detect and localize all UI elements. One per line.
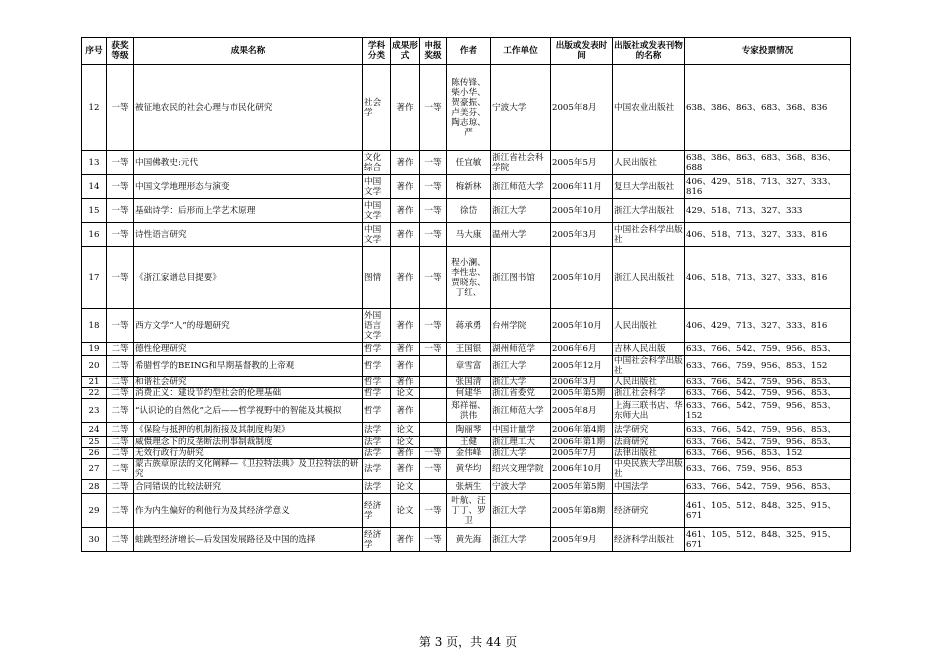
cell-unit: 浙江师范大学 bbox=[491, 399, 551, 423]
cell-votes: 633、766、542、759、956、853、 bbox=[685, 423, 851, 437]
cell-unit: 宁波大学 bbox=[491, 480, 551, 494]
cell-form: 论文 bbox=[391, 494, 420, 528]
cell-votes: 429、518、713、327、333 bbox=[685, 199, 851, 223]
cell-author: 徐岱 bbox=[447, 199, 491, 223]
col-header-declared: 申报奖级 bbox=[420, 38, 447, 65]
table-row bbox=[82, 459, 851, 480]
cell-no: 21 bbox=[82, 377, 107, 388]
cell-form: 著作 bbox=[391, 199, 420, 223]
cell-date: 2005年8月 bbox=[551, 65, 613, 151]
cell-no: 28 bbox=[82, 480, 107, 494]
col-header-votes: 专家投票情况 bbox=[685, 38, 851, 65]
cell-unit: 浙江大学 bbox=[491, 377, 551, 388]
cell-votes: 638、386、863、683、368、836 bbox=[685, 65, 851, 151]
cell-grade: 二等 bbox=[107, 399, 134, 423]
cell-grade: 二等 bbox=[107, 528, 134, 552]
cell-author: 何建华 bbox=[447, 388, 491, 399]
cell-title: 和谐社会研究 bbox=[134, 377, 363, 388]
cell-votes: 633、766、759、956、853 bbox=[685, 459, 851, 480]
table-row bbox=[82, 448, 851, 459]
cell-unit: 浙江师范大学 bbox=[491, 175, 551, 199]
cell-unit: 浙江大学 bbox=[491, 356, 551, 377]
cell-votes: 406、429、713、327、333、816 bbox=[685, 309, 851, 343]
cell-title: 中国佛教史:元代 bbox=[134, 151, 363, 175]
cell-subject: 哲学 bbox=[363, 377, 391, 388]
cell-author: 黄华均 bbox=[447, 459, 491, 480]
cell-form: 著作 bbox=[391, 309, 420, 343]
cell-title: 被征地农民的社会心理与市民化研究 bbox=[134, 65, 363, 151]
cell-votes: 633、766、542、759、956、853、 bbox=[685, 437, 851, 448]
cell-no: 17 bbox=[82, 247, 107, 309]
cell-subject: 经济学 bbox=[363, 494, 391, 528]
cell-date: 2005年第5期 bbox=[551, 388, 613, 399]
cell-grade: 二等 bbox=[107, 343, 134, 356]
cell-author: 程小澜、李性忠、贾晓东、丁红、 bbox=[447, 247, 491, 309]
cell-publisher: 上海三联书店、华东师大出 bbox=[614, 400, 683, 421]
cell-declared: 一等 bbox=[420, 494, 447, 528]
cell-author: 马大康 bbox=[447, 223, 491, 247]
cell-unit: 湖州师范学 bbox=[491, 343, 551, 356]
table-header-row bbox=[82, 38, 851, 65]
table-row bbox=[82, 480, 851, 494]
cell-form: 著作 bbox=[391, 399, 420, 423]
cell-declared: 一等 bbox=[420, 309, 447, 343]
cell-no: 23 bbox=[82, 399, 107, 423]
cell-declared bbox=[420, 399, 447, 423]
table-row bbox=[82, 356, 851, 377]
cell-date: 2006年3月 bbox=[551, 377, 613, 388]
cell-declared: 一等 bbox=[420, 151, 447, 175]
cell-author: 王国银 bbox=[447, 343, 491, 356]
cell-unit: 浙江大学 bbox=[491, 199, 551, 223]
page-number: 第 3 页，共 44 页 bbox=[418, 635, 518, 649]
cell-declared: 一等 bbox=[420, 459, 447, 480]
cell-grade: 二等 bbox=[107, 448, 134, 459]
cell-form: 著作 bbox=[391, 377, 420, 388]
cell-grade: 一等 bbox=[107, 65, 134, 151]
cell-publisher: 经济科学出版社 bbox=[613, 528, 685, 552]
cell-votes: 633、766、542、759、956、853、 bbox=[685, 388, 851, 399]
cell-votes: 633、766、542、759、956、853、 bbox=[685, 377, 851, 388]
cell-no: 16 bbox=[82, 223, 107, 247]
table-body bbox=[82, 65, 851, 552]
cell-votes: 633、766、542、759、956、853、 bbox=[685, 343, 851, 356]
cell-date: 2005年第8期 bbox=[551, 494, 613, 528]
cell-no: 25 bbox=[82, 437, 107, 448]
col-header-publisher: 出版社或发表刊物的名称 bbox=[613, 38, 685, 65]
cell-votes: 633、766、542、759、956、853、 bbox=[685, 480, 851, 494]
col-header-date: 出版或发表时间 bbox=[551, 38, 613, 65]
cell-grade: 二等 bbox=[107, 356, 134, 377]
cell-form: 论文 bbox=[391, 388, 420, 399]
cell-form: 著作 bbox=[391, 175, 420, 199]
cell-title: 西方文学“人”的母题研究 bbox=[134, 309, 363, 343]
cell-declared: 一等 bbox=[420, 528, 447, 552]
cell-date: 2006年10月 bbox=[551, 459, 613, 480]
table-row bbox=[82, 528, 851, 552]
cell-unit: 浙江理工大 bbox=[491, 437, 551, 448]
cell-form: 著作 bbox=[391, 247, 420, 309]
cell-declared: 一等 bbox=[420, 247, 447, 309]
cell-unit: 宁波大学 bbox=[491, 65, 551, 151]
cell-subject: 哲学 bbox=[363, 343, 391, 356]
cell-title: 基础诗学：后形而上学艺术原理 bbox=[134, 199, 363, 223]
cell-declared: 一等 bbox=[420, 448, 447, 459]
cell-votes: 633、766、759、956、853、152 bbox=[685, 356, 851, 377]
cell-grade: 一等 bbox=[107, 309, 134, 343]
cell-date: 2005年3月 bbox=[551, 223, 613, 247]
cell-publisher: 复旦大学出版社 bbox=[613, 175, 685, 199]
cell-date: 2005年12月 bbox=[551, 356, 613, 377]
cell-unit: 浙江图书馆 bbox=[491, 247, 551, 309]
cell-author: 陶丽琴 bbox=[447, 423, 491, 437]
cell-no: 19 bbox=[82, 343, 107, 356]
cell-publisher: 法学研究 bbox=[613, 423, 685, 437]
table-row bbox=[82, 494, 851, 528]
cell-votes: 633、766、956、853、152 bbox=[685, 448, 851, 459]
cell-publisher: 法商研究 bbox=[613, 437, 685, 448]
cell-author: 梅新林 bbox=[447, 175, 491, 199]
cell-publisher: 中国社会科学出版社 bbox=[614, 356, 683, 376]
cell-publisher: 人民出版社 bbox=[613, 309, 685, 343]
cell-title: 作为内生偏好的利他行为及其经济学意义 bbox=[134, 494, 363, 528]
cell-subject: 经济学 bbox=[363, 528, 391, 552]
cell-declared: 一等 bbox=[420, 343, 447, 356]
cell-form: 著作 bbox=[391, 459, 420, 480]
table-row bbox=[82, 388, 851, 399]
cell-votes: 461、105、512、848、325、915、671 bbox=[685, 494, 851, 528]
cell-publisher: 经济研究 bbox=[613, 494, 685, 528]
cell-no: 18 bbox=[82, 309, 107, 343]
cell-title: 威慑理念下的反垄断法刑事制裁制度 bbox=[134, 437, 363, 448]
col-header-author: 作者 bbox=[447, 38, 491, 65]
cell-declared bbox=[420, 356, 447, 377]
col-header-title: 成果名称 bbox=[134, 38, 363, 65]
cell-author: 张国清 bbox=[447, 377, 491, 388]
cell-grade: 一等 bbox=[107, 223, 134, 247]
cell-declared bbox=[420, 388, 447, 399]
cell-date: 2005年9月 bbox=[551, 528, 613, 552]
cell-votes: 461、105、512、848、325、915、671 bbox=[685, 528, 851, 552]
cell-declared bbox=[420, 437, 447, 448]
cell-grade: 二等 bbox=[107, 480, 134, 494]
cell-title: 蛙跳型经济增长—后发国发展路径及中国的选择 bbox=[134, 528, 363, 552]
cell-author: 黄先海 bbox=[447, 528, 491, 552]
cell-form: 著作 bbox=[391, 448, 420, 459]
cell-unit: 温州大学 bbox=[491, 223, 551, 247]
cell-form: 著作 bbox=[391, 65, 420, 151]
cell-unit: 中国计量学 bbox=[491, 423, 551, 437]
cell-title: 《保险与抵押的机制衔接及其制度构架》 bbox=[134, 423, 363, 437]
cell-publisher: 吉林人民出版 bbox=[613, 343, 685, 356]
cell-no: 24 bbox=[82, 423, 107, 437]
cell-date: 2005年第5期 bbox=[551, 480, 613, 494]
cell-title: 蒙古族章原法的文化阐释—《卫拉特法典》及卫拉特法的研究 bbox=[134, 459, 363, 480]
cell-votes: 406、429、518、713、327、333、816 bbox=[685, 175, 851, 199]
cell-votes: 406、518、713、327、333、816 bbox=[685, 223, 851, 247]
award-table bbox=[81, 37, 851, 552]
cell-form: 论文 bbox=[391, 480, 420, 494]
col-header-unit: 工作单位 bbox=[491, 38, 551, 65]
cell-subject: 法学 bbox=[363, 480, 391, 494]
cell-declared: 一等 bbox=[420, 65, 447, 151]
cell-unit: 浙江大学 bbox=[491, 528, 551, 552]
cell-subject: 中国文学 bbox=[363, 175, 391, 199]
table-row bbox=[82, 309, 851, 343]
cell-subject: 法学 bbox=[363, 423, 391, 437]
cell-grade: 一等 bbox=[107, 247, 134, 309]
cell-unit: 浙江省委党 bbox=[491, 388, 551, 399]
cell-unit: 浙江大学 bbox=[491, 494, 551, 528]
cell-author: 王健 bbox=[447, 437, 491, 448]
cell-date: 2005年5月 bbox=[551, 151, 613, 175]
cell-publisher: 浙江社会科学 bbox=[613, 388, 685, 399]
cell-unit: 台州学院 bbox=[491, 309, 551, 343]
cell-grade: 二等 bbox=[107, 459, 134, 480]
cell-no: 29 bbox=[82, 494, 107, 528]
cell-no: 14 bbox=[82, 175, 107, 199]
cell-form: 论文 bbox=[391, 423, 420, 437]
page-footer bbox=[0, 633, 936, 650]
cell-no: 30 bbox=[82, 528, 107, 552]
cell-author: 蒋承勇 bbox=[447, 309, 491, 343]
cell-grade: 二等 bbox=[107, 377, 134, 388]
table-row bbox=[82, 175, 851, 199]
cell-declared: 一等 bbox=[420, 223, 447, 247]
cell-author: 章雪富 bbox=[447, 356, 491, 377]
cell-publisher: 人民出版社 bbox=[613, 377, 685, 388]
cell-date: 2006年第4期 bbox=[551, 423, 613, 437]
cell-declared bbox=[420, 377, 447, 388]
table-row bbox=[82, 65, 851, 151]
cell-subject: 哲学 bbox=[363, 356, 391, 377]
cell-votes: 406、518、713、327、333、816 bbox=[685, 247, 851, 309]
cell-publisher: 中国社会科学出版社 bbox=[614, 224, 683, 245]
cell-date: 2005年7月 bbox=[551, 448, 613, 459]
table-row bbox=[82, 151, 851, 175]
cell-no: 27 bbox=[82, 459, 107, 480]
cell-declared: 一等 bbox=[420, 199, 447, 223]
cell-subject: 中国文学 bbox=[363, 223, 391, 247]
cell-date: 2006年第1期 bbox=[551, 437, 613, 448]
cell-votes: 633、766、542、759、956、853、152 bbox=[685, 399, 851, 423]
cell-no: 13 bbox=[82, 151, 107, 175]
cell-declared bbox=[420, 423, 447, 437]
cell-author: 陈传锋、柴小华、贺豪振、卢美芬、陶志琼、严 bbox=[447, 65, 491, 151]
col-header-subject: 学科分类 bbox=[363, 38, 391, 65]
cell-no: 26 bbox=[82, 448, 107, 459]
cell-grade: 一等 bbox=[107, 199, 134, 223]
col-header-no: 序号 bbox=[82, 38, 107, 65]
cell-date: 2006年11月 bbox=[551, 175, 613, 199]
table-row bbox=[82, 437, 851, 448]
cell-form: 论文 bbox=[391, 437, 420, 448]
cell-publisher: 中央民族大学出版社 bbox=[614, 459, 683, 479]
col-header-form: 成果形式 bbox=[391, 38, 420, 65]
cell-date: 2005年10月 bbox=[551, 199, 613, 223]
cell-unit: 绍兴文理学院 bbox=[491, 459, 551, 480]
cell-publisher: 人民出版社 bbox=[613, 151, 685, 175]
cell-form: 著作 bbox=[391, 151, 420, 175]
table-row bbox=[82, 223, 851, 247]
cell-date: 2005年8月 bbox=[551, 399, 613, 423]
cell-subject: 哲学 bbox=[363, 399, 391, 423]
cell-declared bbox=[420, 480, 447, 494]
cell-title: 德性伦理研究 bbox=[134, 343, 363, 356]
cell-unit: 浙江省社会科学院 bbox=[491, 151, 551, 175]
table-row bbox=[82, 399, 851, 423]
table-row bbox=[82, 199, 851, 223]
cell-publisher: 浙江人民出版社 bbox=[613, 247, 685, 309]
cell-grade: 二等 bbox=[107, 423, 134, 437]
cell-no: 12 bbox=[82, 65, 107, 151]
cell-date: 2005年10月 bbox=[551, 309, 613, 343]
cell-date: 2005年10月 bbox=[551, 247, 613, 309]
cell-publisher: 中国法学 bbox=[613, 480, 685, 494]
col-header-grade: 获奖等级 bbox=[107, 38, 134, 65]
cell-title: 中国文学地理形态与演变 bbox=[134, 175, 363, 199]
cell-subject: 图情 bbox=[363, 247, 391, 309]
cell-title: 《浙江家谱总目提要》 bbox=[134, 247, 363, 309]
cell-title: 无效行政行为研究 bbox=[134, 448, 363, 459]
cell-subject: 法学 bbox=[363, 448, 391, 459]
cell-title: “认识论的自然化”之后——哲学视野中的智能及其模拟 bbox=[134, 399, 363, 423]
cell-publisher: 浙江大学出版社 bbox=[613, 199, 685, 223]
cell-grade: 一等 bbox=[107, 151, 134, 175]
cell-grade: 二等 bbox=[107, 494, 134, 528]
cell-subject: 文化综合 bbox=[363, 151, 391, 175]
cell-date: 2006年6月 bbox=[551, 343, 613, 356]
cell-declared: 一等 bbox=[420, 175, 447, 199]
cell-author: 叶航、汪丁丁、罗卫 bbox=[447, 494, 491, 528]
cell-author: 张炳生 bbox=[447, 480, 491, 494]
cell-subject: 哲学 bbox=[363, 388, 391, 399]
cell-subject: 法学 bbox=[363, 459, 391, 480]
cell-form: 著作 bbox=[391, 356, 420, 377]
cell-form: 著作 bbox=[391, 343, 420, 356]
cell-form: 著作 bbox=[391, 528, 420, 552]
cell-author: 郑祥福、洪伟 bbox=[447, 399, 491, 423]
cell-author: 任宜敏 bbox=[447, 151, 491, 175]
cell-author: 金伟峰 bbox=[447, 448, 491, 459]
cell-no: 20 bbox=[82, 356, 107, 377]
cell-publisher: 中国农业出版社 bbox=[613, 65, 685, 151]
table-row bbox=[82, 343, 851, 356]
cell-subject: 中国文学 bbox=[363, 199, 391, 223]
cell-grade: 二等 bbox=[107, 388, 134, 399]
cell-grade: 二等 bbox=[107, 437, 134, 448]
cell-form: 著作 bbox=[391, 223, 420, 247]
cell-subject: 法学 bbox=[363, 437, 391, 448]
cell-title: 诗性语言研究 bbox=[134, 223, 363, 247]
cell-publisher: 法律出版社 bbox=[613, 448, 685, 459]
cell-title: 合同错误的比较法研究 bbox=[134, 480, 363, 494]
cell-no: 15 bbox=[82, 199, 107, 223]
table-row bbox=[82, 423, 851, 437]
cell-grade: 一等 bbox=[107, 175, 134, 199]
cell-subject: 社会学 bbox=[363, 65, 391, 151]
table-row bbox=[82, 247, 851, 309]
cell-subject: 外国语言文学 bbox=[363, 309, 391, 343]
cell-no: 22 bbox=[82, 388, 107, 399]
table-row bbox=[82, 377, 851, 388]
cell-votes: 638、386、863、683、368、836、688 bbox=[685, 151, 851, 175]
cell-unit: 浙江大学 bbox=[491, 448, 551, 459]
cell-title: 希腊哲学的BEING和早期基督教的上帝观 bbox=[134, 356, 363, 377]
cell-title: 消费正义：建设节约型社会的伦理基础 bbox=[134, 388, 363, 399]
